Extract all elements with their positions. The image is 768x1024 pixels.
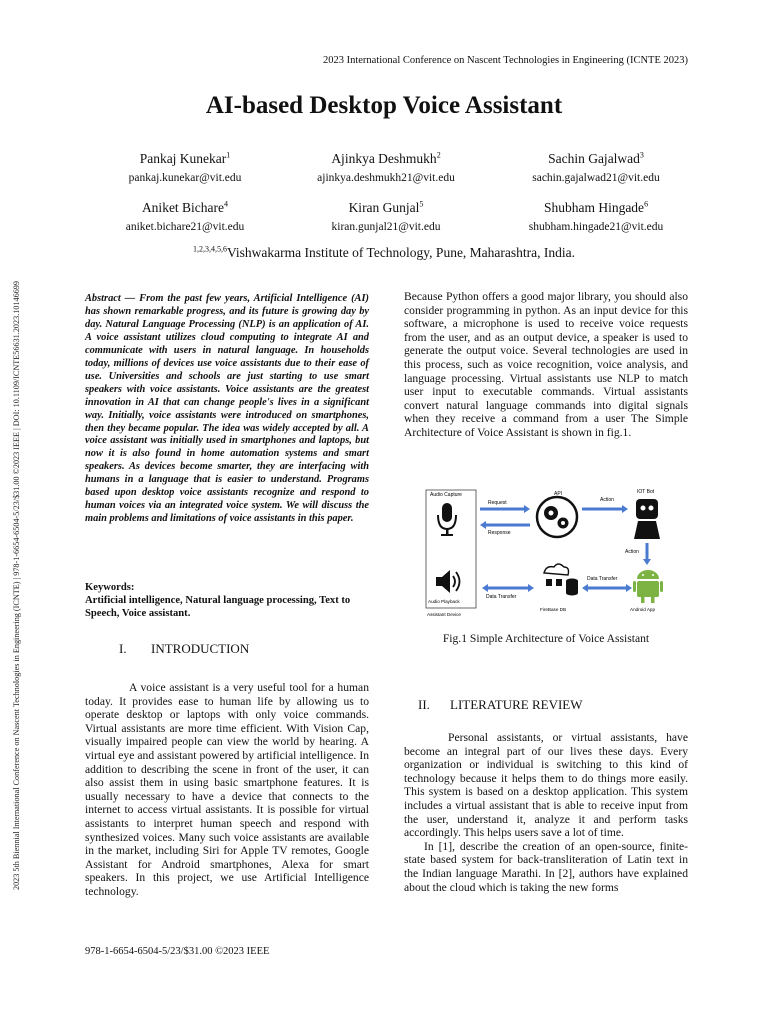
label-api: API	[554, 491, 563, 497]
label-android-app: Android App	[630, 607, 656, 612]
keywords-block	[85, 581, 369, 620]
author-sup: 1	[226, 150, 231, 160]
label-response: Response	[488, 530, 511, 536]
conference-header: 2023 International Conference on Nascent Technologies in Engineering (ICNTE 2023)	[322, 55, 688, 66]
speaker-icon	[436, 570, 460, 593]
author-sup: 5	[419, 199, 424, 209]
author-6	[496, 200, 696, 233]
label-data-transfer-1: Data Transfer	[486, 594, 517, 600]
android-icon	[633, 570, 663, 603]
author-name: Aniket Bichare	[141, 200, 225, 215]
section-title: INTRODUCTION	[151, 641, 250, 656]
author-email: ajinkya.deshmukh21@vit.edu	[317, 172, 455, 184]
keywords-text: Artificial intelligence, Natural language processing, Text to Speech, Voice assistant.	[85, 595, 351, 619]
section-number: I.	[119, 641, 127, 656]
section-heading-literature	[418, 697, 583, 713]
label-action-1: Action	[600, 497, 614, 503]
author-sup: 4	[224, 199, 229, 209]
right-paragraph: Because Python offers a good major library, you should also consider programming in python. As an input device for this software, a microphone is used to receive voice requests from the user, and as an output device, a speaker is used to generate the output voice. Several technologies are used in this process, such as voice recognition, voice analysis, and language processing. Virtual assistants use NLP to match user input to executable commands. Virtual assistants convert natural language commands into digital signals when they receive a command from a user The Simple Architecture of Voice Assistant is shown in fig.1.	[404, 290, 688, 439]
author-sup: 6	[644, 199, 649, 209]
section-heading-intro	[119, 641, 249, 657]
author-name: Ajinkya Deshmukh	[331, 151, 437, 166]
figure-caption: Fig.1 Simple Architecture of Voice Assistant	[442, 632, 650, 645]
footer-copyright: 978-1-6654-6504-5/23/$31.00 ©2023 IEEE	[85, 946, 270, 957]
label-request: Request	[488, 500, 507, 506]
author-5	[286, 200, 486, 233]
microphone-icon	[438, 503, 456, 536]
doi-sidebar	[12, 130, 26, 890]
author-4	[85, 200, 285, 233]
literature-paragraph-1: Personal assistants, or virtual assistants, have become an integral part of our lives these days. Every organization or individual is switching to this kind of technology because it helps them to do things more easily. This system is based on a desktop application. This system includes a virtual assistant that is able to receive input from the user, understand it, analyze it and perform tasks accordingly. This helps users save a lot of time.	[404, 731, 688, 840]
affiliation-sup: 1,2,3,4,5,6	[192, 244, 227, 254]
author-1	[85, 151, 285, 184]
author-name: Pankaj Kunekar	[139, 151, 227, 166]
paper-title: AI-based Desktop Voice Assistant	[205, 92, 563, 119]
author-email: kiran.gunjal21@vit.edu	[331, 221, 441, 233]
label-assistant-device: Assistant Device	[427, 612, 461, 617]
intro-body	[85, 681, 369, 899]
literature-paragraph-2: In [1], describe the creation of an open-source, finite-state based system for back-transliteration of Latin text in the Indian language Marathi. In [2], authors have explained about the cloud which is taking the new forms	[404, 839, 688, 894]
author-sup: 2	[436, 150, 441, 160]
author-email: shubham.hingade21@vit.edu	[528, 221, 664, 233]
label-data-transfer-2: Data Transfer	[587, 576, 618, 582]
author-email: sachin.gajalwad21@vit.edu	[532, 172, 660, 184]
iot-bot-icon	[634, 499, 660, 539]
abstract: Abstract — From the past few years, Artificial Intelligence (AI) has shown remarkable progress, and its future is growing day by day. Natural Language Processing (NLP) is an application of AI. A voice assistant utilizes cloud computing to integrate AI and communicate with users in natural language. In households today, millions of devices use voice assistants due to their ease of use. Universities and schools are just starting to use smart speakers with voice assistants. Voice assistants are the greatest innovation in AI that can change people's lives in a significant way. Initially, voice assistants were introduced on smartphones, then they became popular. The idea was widely accepted by all. A voice assistant was initially used in smartphones and laptops, but now it is also found in home automation systems and smart speakers. As devices become smarter, they are interfacing with humans in a language that is easier to understand. Programs based upon desktop voice assistants recognize and respond to human voices via an integrated voice system. We will discuss the main problems and limitations of voice assistants in this paper.	[85, 293, 369, 525]
keywords-label: Keywords:	[85, 582, 135, 593]
section-number: II.	[418, 697, 430, 712]
affiliation	[0, 245, 768, 261]
author-name: Kiran Gunjal	[348, 200, 420, 215]
section-title: LITERATURE REVIEW	[450, 697, 583, 712]
author-2	[286, 151, 486, 184]
author-3	[496, 151, 696, 184]
label-audio-capture: Audio Capture	[430, 492, 462, 498]
affiliation-text: Vishwakarma Institute of Technology, Pune, Maharashtra, India.	[226, 245, 576, 260]
author-email: aniket.bichare21@vit.edu	[125, 221, 245, 233]
doi-sidebar-text: 2023 5th Biennial International Conference on Nascent Technologies in Engineering (ICNTE) | 978-1-6654-6504-5/23/$31.00 ©2023 IEEE | DOI: 10.1109/ICNTE56631.2023.10146699	[12, 281, 21, 890]
label-firebase-db: FireBase DB	[540, 607, 567, 612]
firebase-db-icon	[544, 564, 578, 596]
author-sup: 3	[639, 150, 644, 160]
author-name: Sachin Gajalwad	[548, 151, 640, 166]
architecture-figure	[422, 487, 668, 617]
right-body	[404, 290, 688, 440]
label-iot-bot: IOT Bot	[637, 489, 655, 495]
author-email: pankaj.kunekar@vit.edu	[128, 172, 242, 184]
literature-body	[404, 731, 688, 894]
intro-paragraph: A voice assistant is a very useful tool for a human today. It provides ease to human life by allowing us to operate desktop or laptops with only voice commands. Virtual assistants are more time efficient. With Vision Cap, visually impaired people can view the world by hearing. A virtual eye and assistant powered by artificial intelligence. In addition to describing the scene in front of the user, it can also assist them in using basic smartphone features. It is usually necessary to have a device that connects to the internet to access virtual assistants. It is possible for virtual assistants to interpret human speech and respond with synthesized voices. Many such voice assistants are available in the market, including Siri for Apple TV remotes, Google Assistant for Android smartphones, Alexa for smart speakers. In this project, we use Artificial Intelligence technology.	[85, 681, 369, 898]
api-gears-icon	[537, 497, 577, 537]
architecture-diagram	[422, 487, 668, 617]
label-action-2: Action	[625, 549, 639, 555]
author-name: Shubham Hingade	[543, 200, 645, 215]
label-audio-playback: Audio Playback	[428, 599, 460, 604]
